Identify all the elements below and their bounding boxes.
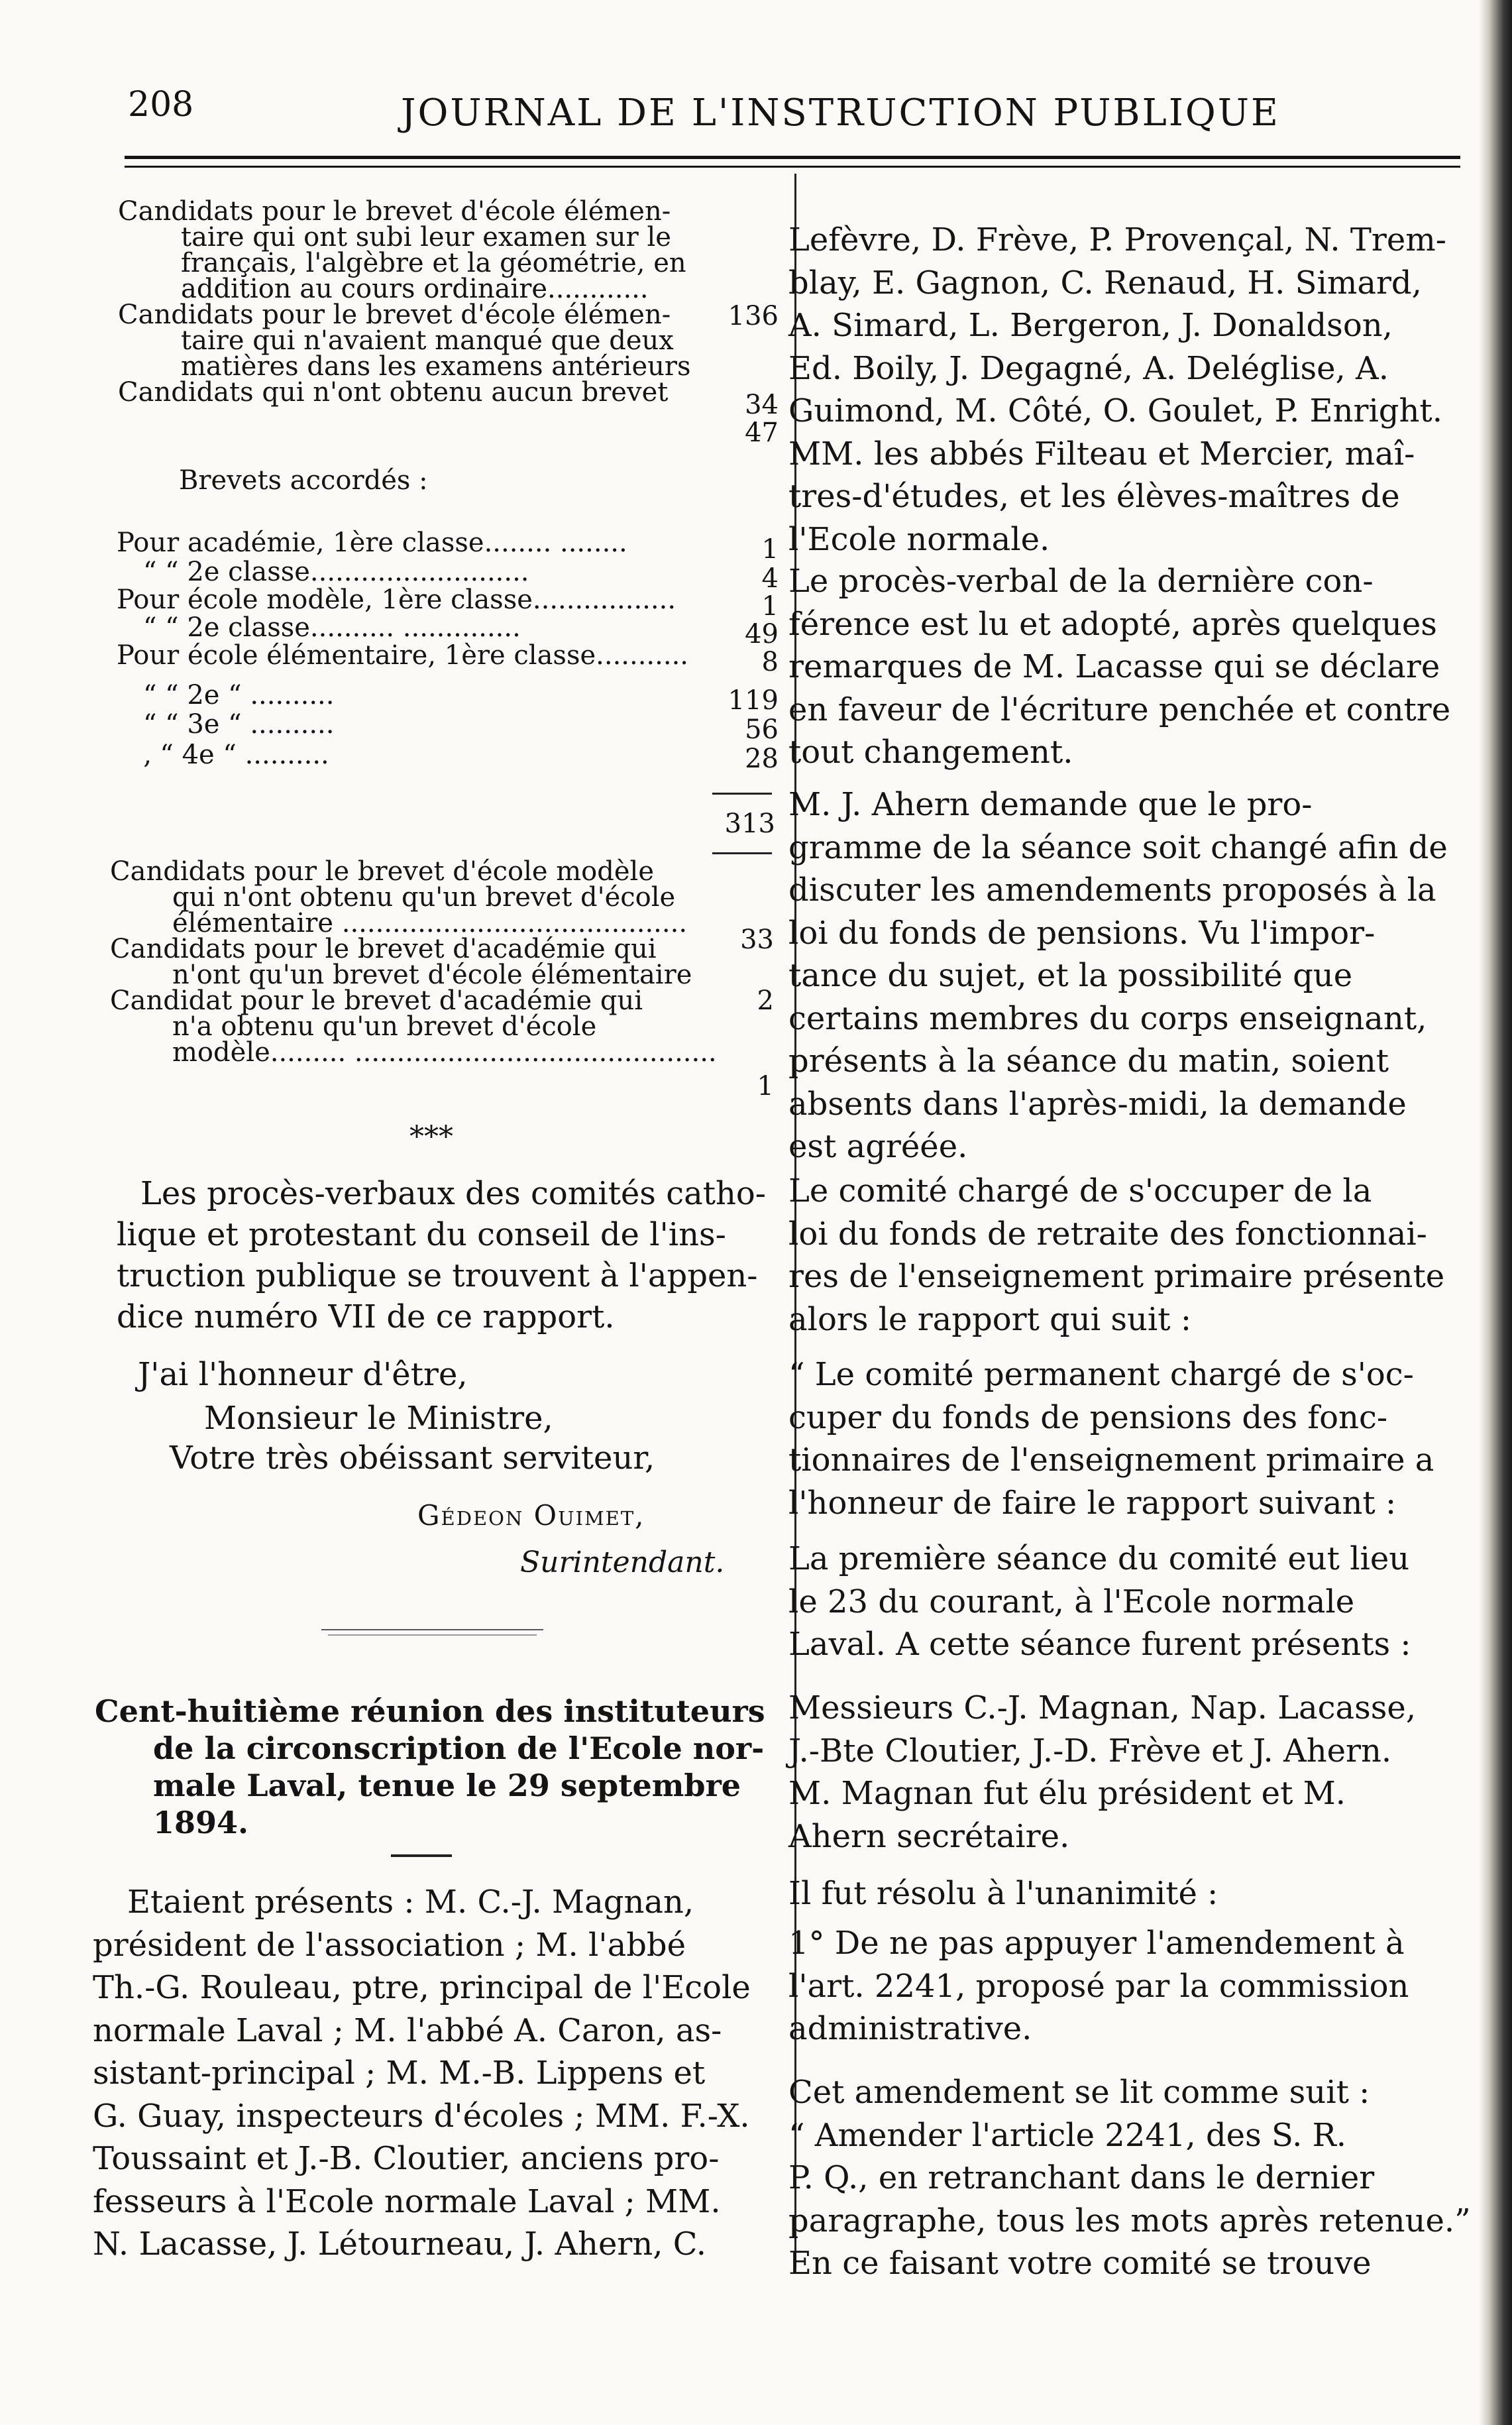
sum-rule [712,852,772,854]
right-paragraph-amendment [788,2071,1471,2285]
body-line: certains membres du corps enseignant, [788,999,1427,1037]
body-line: res de l'enseignement primaire présente [788,1258,1445,1295]
brevets-title: Brevets accordés : [179,465,428,496]
body-line: en faveur de l'écriture penchée et contre [788,691,1451,728]
stat-line: n'a obtenu qu'un brevet d'école [172,1011,597,1042]
right-paragraph-attendees [788,219,1446,561]
body-line: loi du fonds de retraite des fonctionnai- [788,1215,1427,1253]
stat-line: qui n'ont obtenu qu'un brevet d'école [172,882,676,913]
body-line: G. Guay, inspecteurs d'écoles ; MM. F.-X. [93,2097,750,2135]
closing-line: Les procès-verbaux des comités catho- [140,1175,767,1212]
brevet-line: Pour école modèle, 1ère classe................. [117,585,676,615]
address: Monsieur le Ministre, [204,1400,553,1437]
body-line: l'art. 2241, proposé par la commission [788,1967,1409,2005]
stat-line: élémentaire ......................................... [172,908,688,938]
body-line: Ahern secrétaire. [788,1817,1070,1855]
right-paragraph-members [788,1687,1416,1858]
sum-rule [712,793,772,795]
brevet-number: 8 [761,647,779,677]
body-line: 1° De ne pas appuyer l'amendement à [788,1925,1405,1962]
body-line: M. Magnan fut élu président et M. [788,1775,1346,1812]
stat-number: 136 [728,301,779,331]
stat-number: 34 [745,390,779,420]
body-line: Le procès-verbal de la dernière con- [788,563,1374,600]
stat-line: Candidats pour le brevet d'école élémen- [118,300,671,330]
heading-line: 1894. [153,1805,249,1840]
stat-number: 33 [740,925,774,955]
body-line: férence est lu et adopté, après quelques [788,605,1437,643]
stat-line: Candidat pour le brevet d'académie qui [110,986,643,1016]
body-line: loi du fonds de pensions. Vu l'impor- [788,914,1376,952]
total-number: 313 [724,809,775,839]
stats-block-1 [118,196,691,408]
body-line: l'Ecole normale. [788,520,1050,558]
servant-line: Votre très obéissant serviteur, [170,1439,655,1477]
stat-line: addition au cours ordinaire............ [181,274,649,304]
body-line: Le comité chargé de s'occuper de la [788,1172,1372,1210]
body-line: paragraphe, tous les mots après retenue.” [788,2202,1471,2239]
brevet-number: 56 [745,714,779,745]
brevet-line: Pour école élémentaire, 1ère classe........... [117,640,689,671]
body-line: Toussaint et J.-B. Cloutier, anciens pro- [93,2140,720,2177]
right-paragraph-ahern [788,783,1448,1168]
body-line: administrative. [788,2010,1032,2047]
signature: Gédeon Ouimet, [417,1499,645,1532]
body-line: le 23 du courant, à l'Ecole normale [788,1583,1355,1620]
body-line: fesseurs à l'Ecole normale Laval ; MM. [93,2182,721,2220]
brevet-number: 4 [761,563,779,594]
salutation: J'ai l'honneur d'être, [138,1356,468,1393]
heading-line: male Laval, tenue le 29 septembre [153,1768,741,1803]
body-line: Cet amendement se lit comme suit : [788,2074,1370,2111]
brevet-number: 1 [761,591,779,622]
closing-line: truction publique se trouvent à l'appen- [117,1257,758,1294]
right-paragraph-committee [788,1170,1444,1341]
brevet-line: “ “ 2e classe.......... .............. [143,612,521,643]
body-line: cuper du fonds de pensions des fonc- [788,1398,1388,1436]
brevet-line: “ “ 2e “ .......... [143,680,335,710]
body-line: M. J. Ahern demande que le pro- [788,786,1313,823]
right-paragraph-first-session [788,1538,1411,1666]
body-line: tres-d'études, et les élèves-maîtres de [788,478,1400,515]
right-paragraph-resolved [788,1872,1218,1915]
body-line: Ed. Boily, J. Degagné, A. Deléglise, A. [788,349,1389,387]
stat-line: Candidats qui n'ont obtenu aucun brevet [118,377,669,408]
stat-line: n'ont qu'un brevet d'école élémentaire [172,960,692,990]
body-line: En ce faisant votre comité se trouve [788,2245,1372,2282]
stat-line: français, l'algèbre et la géométrie, en [181,248,686,278]
page-number: 208 [128,85,194,125]
stat-number: 47 [745,418,779,448]
body-line: Guimond, M. Côté, O. Goulet, P. Enright. [788,392,1442,429]
brevet-line: ‚ “ 4e “ .......... [143,740,329,770]
body-line: est agréée. [788,1128,968,1165]
section-separator [321,1629,543,1630]
brevet-number: 1 [761,534,779,565]
stat-number: 1 [757,1071,774,1101]
heading-line: Cent-huitième réunion des instituteurs [95,1693,765,1729]
heading-rule [391,1854,452,1857]
stat-line: taire qui ont subi leur examen sur le [181,222,671,253]
body-line: normale Laval ; M. l'abbé A. Caron, as- [93,2011,722,2049]
body-line: discuter les amendements proposés à la [788,872,1436,909]
stat-line: Candidats pour le brevet d'académie qui [110,934,657,964]
body-line: tance du sujet, et la possibilité que [788,957,1353,994]
closing-line: lique et protestant du conseil de l'ins- [117,1216,726,1253]
brevet-number: 49 [745,619,779,649]
body-line: tionnaires de l'enseignement primaire a [788,1441,1434,1479]
body-line: gramme de la séance soit changé afin de [788,828,1448,866]
brevet-line: “ “ 3e “ .......... [143,709,335,740]
article-left-body [93,1881,751,2266]
brevet-number: 119 [728,685,779,716]
scan-edge [1479,0,1512,2425]
body-line: Th.-G. Rouleau, ptre, principal de l'Ecole [93,1969,751,2006]
signature-title: Surintendant. [520,1546,725,1579]
header-rule [125,156,1460,159]
stat-line: modèle......... ........................................... [172,1037,717,1068]
body-line: présents à la séance du matin, soient [788,1043,1389,1080]
heading-line: de la circonscription de l'Ecole nor- [153,1730,765,1766]
body-line: La première séance du comité eut lieu [788,1540,1410,1577]
body-line: Lefèvre, D. Frève, P. Provençal, N. Trem- [788,221,1446,258]
body-line: sistant-principal ; M. M.-B. Lippens et [93,2055,706,2092]
asterism: *** [409,1120,453,1154]
body-line: Laval. A cette séance furent présents : [788,1626,1411,1663]
page-header [0,0,1512,172]
stat-line: Candidats pour le brevet d'école élémen- [118,196,671,227]
body-line: tout changement. [788,734,1073,771]
stats-block-2 [110,856,717,1068]
brevet-number: 28 [745,744,779,774]
body-line: l'honneur de faire le rapport suivant : [788,1484,1397,1522]
body-line: Messieurs C.-J. Magnan, Nap. Lacasse, [788,1689,1417,1726]
stat-line: Candidats pour le brevet d'école modèle [110,856,654,887]
body-line: A. Simard, L. Bergeron, J. Donaldson, [788,307,1393,344]
right-paragraph-report [788,1353,1434,1524]
closing-line: dice numéro VII de ce rapport. [117,1298,615,1335]
article-heading [95,1693,765,1841]
right-paragraph-resolution-1 [788,1922,1409,2051]
closing-paragraph [117,1173,766,1337]
brevet-line: “ “ 2e classe.......................... [143,557,529,587]
body-line: N. Lacasse, J. Létourneau, J. Ahern, C. [93,2226,707,2263]
body-line: alors le rapport qui suit : [788,1300,1191,1338]
body-line: absents dans l'après-midi, la demande [788,1085,1407,1123]
section-separator [328,1634,537,1636]
running-title: JOURNAL DE L'INSTRUCTION PUBLIQUE [401,91,1280,135]
body-line: “ Le comité permanent chargé de s'oc- [788,1356,1414,1393]
stat-line: taire qui n'avaient manqué que deux [181,325,674,356]
body-line: blay, E. Gagnon, C. Renaud, H. Simard, [788,264,1422,302]
stat-line: matières dans les examens antérieurs [181,351,691,382]
body-line: président de l'association ; M. l'abbé [93,1926,686,1964]
body-line: Il fut résolu à l'unanimité : [788,1875,1218,1912]
body-line: remarques de M. Lacasse qui se déclare [788,648,1440,685]
body-line: Etaient présents : M. C.-J. Magnan, [127,1884,694,1921]
body-line: “ Amender l'article 2241, des S. R. [788,2116,1347,2154]
body-line: MM. les abbés Filteau et Mercier, maî- [788,435,1415,473]
body-line: P. Q., en retranchant dans le dernier [788,2159,1375,2196]
brevet-line: Pour académie, 1ère classe........ ........ [117,528,627,558]
body-line: J.-Bte Cloutier, J.-D. Frève et J. Ahern. [788,1732,1392,1770]
stat-number: 2 [757,986,774,1016]
right-paragraph-minutes [788,560,1450,774]
header-rule-thin [125,166,1460,168]
